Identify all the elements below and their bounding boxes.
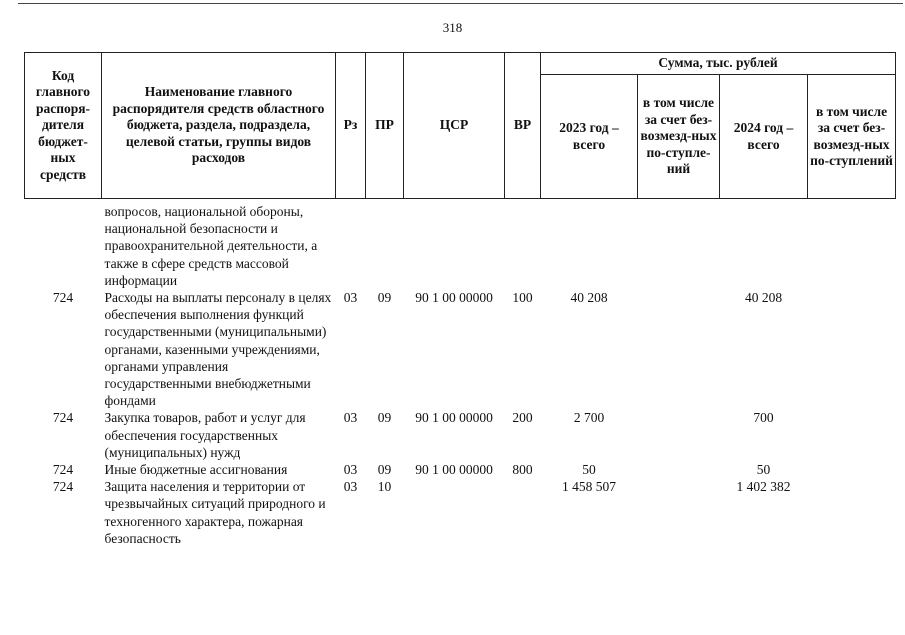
row-csr: 90 1 00 00000 <box>415 462 493 478</box>
row-grants-2023 <box>638 203 720 289</box>
row-grants-2023 <box>638 461 720 478</box>
header-csr: ЦСР <box>404 53 505 199</box>
header-vr: ВР <box>505 53 541 199</box>
table-row <box>25 478 896 547</box>
table-header <box>25 53 896 199</box>
page-number: 318 <box>442 20 463 35</box>
row-name: вопросов, национальной обороны, национальной безопасности и правоохранительной деятельности, а также в сфере средств массовой информации <box>104 204 318 288</box>
row-name: Закупка товаров, работ и услуг для обеспечения государственных (муниципальных) нужд <box>104 410 306 460</box>
row-grants-2024 <box>808 203 896 289</box>
row-sum-2023: 1 458 507 <box>562 479 616 495</box>
table-row <box>25 409 896 461</box>
row-rz <box>336 203 366 289</box>
row-grants-2024 <box>808 409 896 461</box>
header-pr: ПР <box>366 53 404 199</box>
table-row <box>25 461 896 478</box>
row-csr: 90 1 00 00000 <box>415 410 493 426</box>
header-2023-total: 2023 год – всего <box>541 75 638 199</box>
row-code: 724 <box>52 290 74 306</box>
table-row <box>25 203 896 289</box>
row-vr: 800 <box>512 462 533 478</box>
row-code: 724 <box>52 410 74 426</box>
row-pr: 09 <box>377 410 392 426</box>
header-2024-total: 2024 год – всего <box>720 75 808 199</box>
row-sum-2023 <box>541 203 638 289</box>
row-rz: 03 <box>343 410 358 426</box>
row-grants-2023 <box>638 478 720 547</box>
row-pr <box>366 203 404 289</box>
header-rz: Рз <box>336 53 366 199</box>
header-sum: Сумма, тыс. рублей <box>541 53 896 75</box>
row-vr: 100 <box>512 290 533 306</box>
row-vr <box>505 478 541 547</box>
row-grants-2024 <box>808 461 896 478</box>
row-name: Иные бюджетные ассигнования <box>104 462 288 478</box>
table-row <box>25 289 896 409</box>
row-grants-2023 <box>638 409 720 461</box>
budget-table <box>24 52 896 547</box>
row-code: 724 <box>52 462 74 478</box>
row-name: Защита населения и территории от чрезвычайных ситуаций природного и техногенного характера, пожарная безопасность <box>104 479 326 546</box>
row-code: 724 <box>52 479 74 495</box>
row-sum-2024: 50 <box>756 462 771 478</box>
header-name: Наименование главного распорядителя средств областного бюджета, раздела, подраздела, целевой статьи, группы видов расходов <box>102 53 336 199</box>
row-csr <box>404 478 505 547</box>
row-code <box>25 203 102 289</box>
row-csr <box>404 203 505 289</box>
row-name: Расходы на выплаты персоналу в целях обеспечения выполнения функций государственными (муниципальными) органами, казенными учреждениями, органами управления государственными внебюджетными фондами <box>104 290 332 409</box>
row-pr: 09 <box>377 462 392 478</box>
row-grants-2023 <box>638 289 720 409</box>
row-grants-2024 <box>808 289 896 409</box>
row-csr: 90 1 00 00000 <box>415 290 493 306</box>
row-sum-2024 <box>720 203 808 289</box>
row-rz: 03 <box>343 462 358 478</box>
table-body <box>25 199 896 548</box>
row-rz: 03 <box>343 479 358 495</box>
header-2024-grants: в том числе за счет без-возмезд-ных по-ступлений <box>808 75 896 199</box>
row-sum-2024: 1 402 382 <box>736 479 791 495</box>
row-sum-2023: 50 <box>582 462 596 478</box>
header-2023-grants: в том числе за счет без-возмезд-ных по-ступле-ний <box>638 75 720 199</box>
row-pr: 09 <box>377 290 392 306</box>
row-sum-2024: 40 208 <box>744 290 783 306</box>
row-grants-2024 <box>808 478 896 547</box>
row-pr: 10 <box>377 479 392 495</box>
row-rz: 03 <box>343 290 358 306</box>
row-vr: 200 <box>512 410 533 426</box>
row-vr <box>505 203 541 289</box>
header-code: Код главного распоря-дителя бюджет-ных средств <box>25 53 102 199</box>
row-sum-2023: 40 208 <box>570 290 608 306</box>
row-sum-2024: 700 <box>753 410 774 426</box>
top-rule <box>18 3 903 4</box>
row-sum-2023: 2 700 <box>573 410 605 426</box>
